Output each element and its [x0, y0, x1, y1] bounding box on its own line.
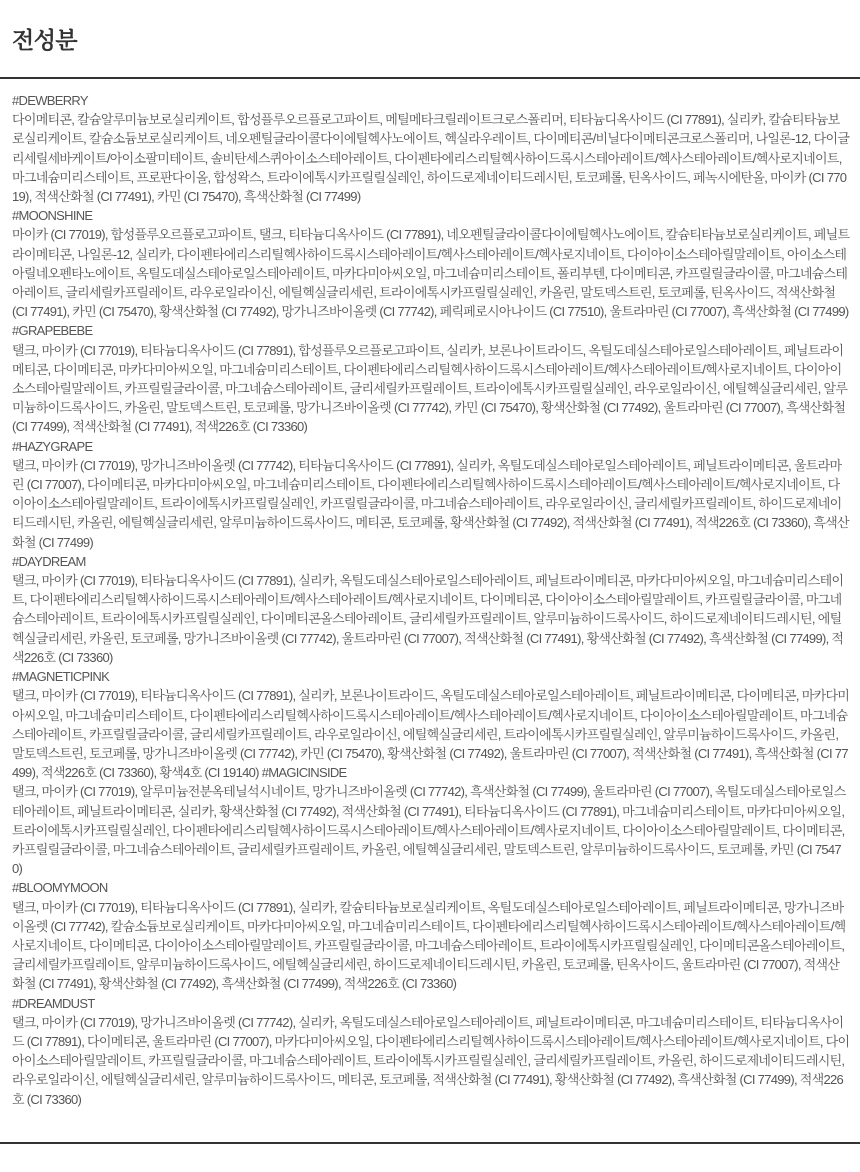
product-entry	[12, 686, 850, 782]
top-divider	[0, 77, 860, 79]
product-name: #MAGNETICPINK	[12, 669, 110, 685]
product-ingredients: 탤크, 마이카 (CI 77019), 망가니즈바이올렛 (CI 77742), 티타늄디옥사이드 (CI 77891), 실리카, 옥틸도데실스테아로일스테아레이트, 페닐트라이메티콘, 울트라마린 (CI 77007), 다이메티콘, 마카다미아씨오일, 마그네슘미리스테이트, 다이펜타에리스리틸헥사하이드록시스테아레이트/헥사스테아레이트/헥사로지네이트, 다이아이소스테아릴말레이트, 트라이에톡시카프릴릴실레인, 카프릴릴글라이콜, 마그네슘스테아레이트, 라우로일라이신, 글리세릴카프릴레이트, 하이드로제네이티드레시틴, 카올린, 에틸헥실글리세린, 알루미늄하이드록사이드, 메티콘, 토코페롤, 황색산화철 (CI 77492), 적색산화철 (CI 77491), 적색226호 (CI 73360), 흑색산화철 (CI 77499)	[12, 457, 849, 550]
product-ingredients: 탤크, 마이카 (CI 77019), 알루미늄전분옥테닐석시네이트, 망가니즈바이올렛 (CI 77742), 흑색산화철 (CI 77499), 울트라마린 (CI 77007), 옥틸도데실스테아로일스테아레이트, 페닐트라이메티콘, 실리카, 황색산화철 (CI 77492), 적색산화철 (CI 77491), 티타늄디옥사이드 (CI 77891), 마그네슘미리스테이트, 마카다미아씨오일, 트라이에톡시카프릴릴실레인, 다이펜타에리스리틸헥사하이드록시스테아레이트/헥사스테아레이트/헥사로지네이트, 다이아이소스테아릴말레이트, 다이메티콘, 카프릴릴글라이콜, 마그네슘스테아레이트, 글리세릴카프릴레이트, 카올린, 에틸헥실글리세린, 말토덱스트린, 알루미늄하이드록사이드, 토코페롤, 카민 (CI 75470)	[12, 784, 846, 877]
product-name: #DAYDREAM	[12, 553, 86, 569]
product-ingredients: 탤크, 마이카 (CI 77019), 티타늄디옥사이드 (CI 77891), 합성플루오르플로고파이트, 실리카, 보론나이트라이드, 옥틸도데실스테아로일스테아레이트, 페닐트라이메티콘, 다이메티콘, 마카다미아씨오일, 마그네슘미리스테이트, 다이펜타에리스리틸헥사하이드록시스테아레이트/헥사스테아레이트/헥사로지네이트, 다이아이소스테아릴말레이트, 카프릴릴글라이콜, 마그네슘스테아레이트, 글리세릴카프릴레이트, 트라이에톡시카프릴릴실레인, 라우로일라이신, 에틸헥실글리세린, 알루미늄하이드록사이드, 카올린, 말토덱스트린, 토코페롤, 망가니즈바이올렛 (CI 77742), 카민 (CI 75470), 황색산화철 (CI 77492), 울트라마린 (CI 77007), 흑색산화철 (CI 77499), 적색산화철 (CI 77491), 적색226호 (CI 73360)	[12, 342, 848, 435]
product-ingredients: 탤크, 마이카 (CI 77019), 티타늄디옥사이드 (CI 77891), 실리카, 옥틸도데실스테아로일스테아레이트, 페닐트라이메티콘, 마카다미아씨오일, 마그네슘미리스테이트, 다이펜타에리스리틸헥사하이드록시스테아레이트/헥사스테아레이트/헥사로지네이트, 다이메티콘, 다이아이소스테아릴말레이트, 카프릴릴글라이콜, 마그네슘스테아레이트, 트라이에톡시카프릴릴실레인, 다이메티콘올스테아레이트, 글리세릴카프릴레이트, 알루미늄하이드록사이드, 하이드로제네이티드레시틴, 에틸헥실글리세린, 카올린, 토코페롤, 망가니즈바이올렛 (CI 77742), 울트라마린 (CI 77007), 적색산화철 (CI 77491), 황색산화철 (CI 77492), 흑색산화철 (CI 77499), 적색226호 (CI 73360)	[12, 573, 844, 665]
product-ingredients: 탤크, 마이카 (CI 77019), 티타늄디옥사이드 (CI 77891), 실리카, 칼슘티타늄보로실리케이트, 옥틸도데실스테아로일스테아레이트, 페닐트라이메티콘, 망가니즈바이올렛 (CI 77742), 칼슘소듐보로실리케이트, 마카다미아씨오일, 마그네슘미리스테이트, 다이펜타에리스리틸헥사하이드록시스테아레이트/헥사스테아레이트/헥사로지네이트, 다이메티콘, 다이아이소스테아릴말레이트, 카프릴릴글라이콜, 마그네슘스테아레이트, 트라이에톡시카프릴릴실레인, 다이메티콘올스테아레이트, 글리세릴카프릴레이트, 알루미늄하이드록사이드, 에틸헥실글리세린, 하이드로제네이티드레시틴, 카올린, 토코페롤, 틴옥사이드, 울트라마린 (CI 77007), 적색산화철 (CI 77491), 황색산화철 (CI 77492), 흑색산화철 (CI 77499), 적색226호 (CI 73360)	[12, 899, 846, 992]
product-name: #GRAPEBEBE	[12, 323, 93, 339]
product-name: #HAZYGRAPE	[12, 438, 93, 454]
product-name: #DEWBERRY	[12, 93, 88, 108]
product-name: #DREAMDUST	[12, 995, 95, 1011]
bottom-divider	[0, 1142, 860, 1144]
product-ingredients: 마이카 (CI 77019), 합성플루오르플로고파이트, 탤크, 티타늄디옥사이드 (CI 77891), 네오펜틸글라이콜다이에틸헥사노에이트, 칼슘티타늄보로실리케이트, 페닐트라이메티콘, 나일론-12, 실리카, 다이펜타에리스리틸헥사하이드록시스테아레이트/헥사스테아레이트/헥사로지네이트, 다이아이소스테아릴말레이트, 아이소스테아릴네오펜타노에이트, 옥틸도데실스테아로일스테아레이트, 마카다미아씨오일, 마그네슘미리스테이트, 폴리부텐, 다이메티콘, 카프릴릴글라이콜, 마그네슘스테아레이트, 글리세릴카프릴레이트, 라우로일라이신, 에틸헥실글리세린, 트라이에톡시카프릴릴실레인, 카올린, 말토덱스트린, 토코페롤, 틴옥사이드, 적색산화철 (CI 77491), 카민 (CI 75470), 황색산화철 (CI 77492), 망가니즈바이올렛 (CI 77742), 페릭페로시아나이드 (CI 77510), 울트라마린 (CI 77007), 흑색산화철 (CI 77499)	[12, 227, 850, 320]
product-name: #MAGICINSIDE	[261, 765, 347, 781]
page-title: 전성분	[12, 27, 78, 53]
product-ingredients: 탤크, 마이카 (CI 77019), 망가니즈바이올렛 (CI 77742), 실리카, 옥틸도데실스테아로일스테아레이트, 페닐트라이메티콘, 마그네슘미리스테이트, 티타늄디옥사이드 (CI 77891), 다이메티콘, 울트라마린 (CI 77007), 마카다미아씨오일, 다이펜타에리스리틸헥사하이드록시스테아레이트/헥사스테아레이트/헥사로지네이트, 다이아이소스테아릴말레이트, 카프릴릴글라이콜, 마그네슘스테아레이트, 트라이에톡시카프릴릴실레인, 글리세릴카프릴레이트, 카올린, 하이드로제네이티드레시틴, 라우로일라이신, 에틸헥실글리세린, 알루미늄하이드록사이드, 메티콘, 토코페롤, 적색산화철 (CI 77491), 황색산화철 (CI 77492), 흑색산화철 (CI 77499), 적색226호 (CI 73360)	[12, 1014, 850, 1107]
ingredients-list	[12, 91, 850, 1109]
product-ingredients: 다이메티콘, 칼슘알루미늄보로실리케이트, 합성플루오르플로고파이트, 메틸메타크릴레이트크로스폴리머, 티타늄디옥사이드 (CI 77891), 실리카, 칼슘티타늄보로실리케이트, 칼슘소듐보로실리케이트, 네오펜틸글라이콜다이에틸헥사노에이트, 헥실라우레이트, 다이메티콘/비닐다이메티콘크로스폴리머, 나일론-12, 다이글리세릴세바케이트/아이소팔미테이트, 솔비탄세스퀴아이소스테아레이트, 다이펜타에리스리틸헥사하이드록시스테아레이트/헥사스테아레이트/헥사로지네이트, 마그네슘미리스테이트, 프로판다이올, 합성왁스, 트라이에톡시카프릴릴실레인, 하이드로제네이티드레시틴, 토코페롤, 틴옥사이드, 페녹시에탄올, 마이카 (CI 77019), 적색산화철 (CI 77491), 카민 (CI 75470), 흑색산화철 (CI 77499)	[12, 112, 850, 205]
product-name: #MOONSHINE	[12, 208, 93, 224]
product-ingredients: 탤크, 마이카 (CI 77019), 티타늄디옥사이드 (CI 77891), 실리카, 보론나이트라이드, 옥틸도데실스테아로일스테아레이트, 페닐트라이메티콘, 다이메티콘, 마카다미아씨오일, 마그네슘미리스테이트, 다이펜타에리스리틸헥사하이드록시스테아레이트/헥사스테아레이트/헥사로지네이트, 다이아이소스테아릴말레이트, 마그네슘스테아레이트, 카프릴릴글라이콜, 글리세릴카프릴레이트, 라우로일라이신, 에틸헥실글리세린, 트라이에톡시카프릴릴실레인, 알루미늄하이드록사이드, 카올린, 말토덱스트린, 토코페롤, 망가니즈바이올렛 (CI 77742), 카민 (CI 75470), 황색산화철 (CI 77492), 울트라마린 (CI 77007), 적색산화철 (CI 77491), 흑색산화철 (CI 77499), 적색226호 (CI 73360), 황색4호 (CI 19140)	[12, 688, 850, 781]
product-name: #BLOOMYMOON	[12, 880, 108, 896]
